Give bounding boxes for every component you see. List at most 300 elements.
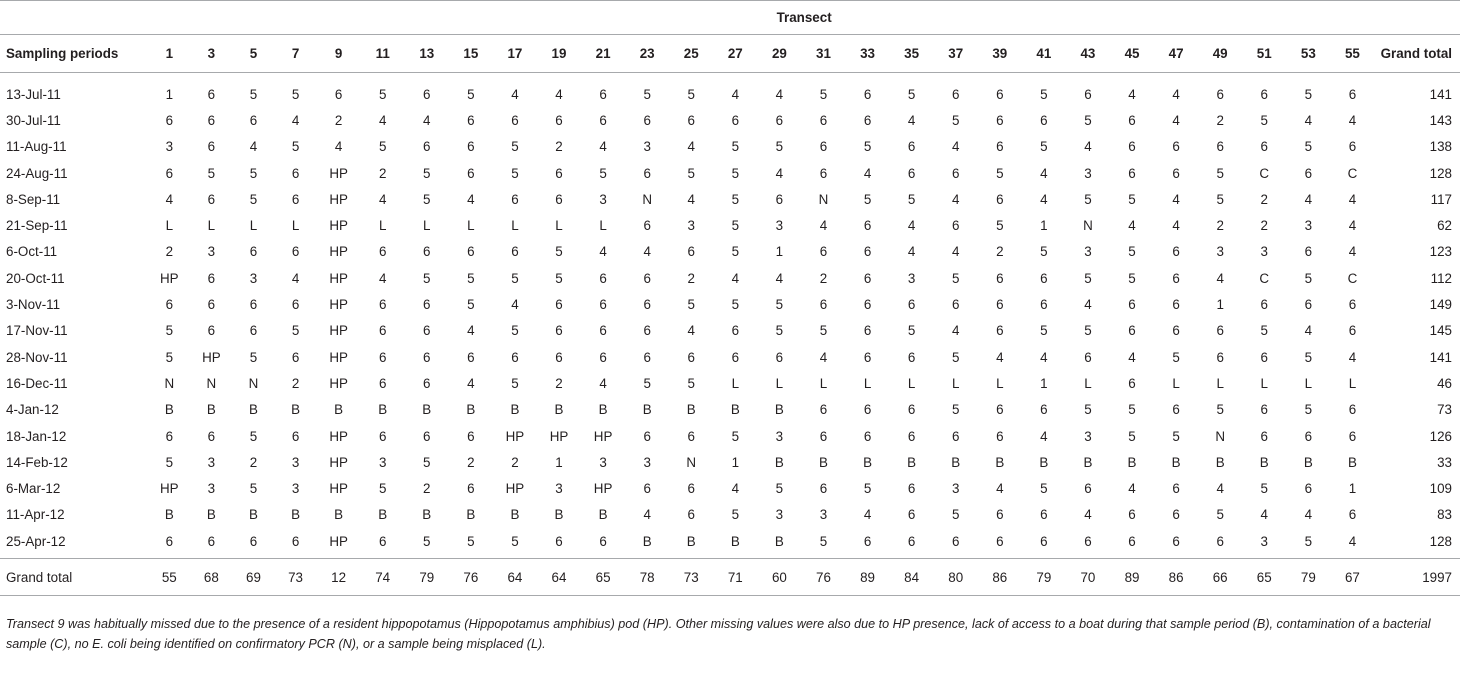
grand-total-cell: 12 [317, 559, 361, 596]
table-cell: 6 [207, 191, 216, 207]
table-cell: 4 [775, 86, 784, 102]
table-cell: B [422, 402, 432, 418]
table-cell: HP [160, 270, 179, 286]
table-cell: 6 [1128, 297, 1136, 313]
table-cell: HP [329, 270, 348, 286]
row-date: 11-Aug-11 [6, 139, 67, 155]
table-cell: HP [329, 244, 348, 260]
grand-total-cell: 1997 [1374, 559, 1460, 596]
table-cell: 6 [423, 428, 431, 444]
table-cell: 6 [996, 112, 1004, 128]
table-cell: 6 [1260, 297, 1268, 313]
table-row [0, 449, 1460, 475]
table-cell: 4 [951, 191, 960, 207]
table-cell: 6 [863, 112, 872, 128]
table-cell: 4 [378, 270, 387, 286]
table-row [0, 475, 1460, 501]
table-cell: 6 [207, 270, 216, 286]
table-cell: 1 [1040, 218, 1048, 234]
table-cell: 6 [599, 349, 607, 365]
row-date: 20-Oct-11 [6, 270, 65, 286]
table-cell: 4 [1128, 481, 1136, 497]
table-cell: L [599, 218, 607, 234]
table-cell: 6 [423, 86, 431, 102]
table-cell: 6 [1172, 507, 1180, 523]
table-cell: 3 [291, 454, 300, 470]
table-cell: 5 [1260, 481, 1268, 497]
header-transect-29: 29 [757, 35, 801, 73]
table-cell: 4 [643, 507, 651, 523]
table-cell: 4 [907, 112, 916, 128]
grand-total-cell: 73 [669, 559, 713, 596]
table-cell: 1 [1040, 375, 1048, 391]
grand-total-cell: 76 [449, 559, 493, 596]
table-cell: 5 [423, 454, 431, 470]
grand-total-cell: 64 [537, 559, 581, 596]
table-cell: 3 [1084, 165, 1092, 181]
table-cell: 4 [1216, 270, 1224, 286]
table-cell: 6 [996, 86, 1004, 102]
table-cell: L [249, 218, 258, 234]
table-cell: 4 [731, 481, 740, 497]
table-cell: 5 [1216, 402, 1224, 418]
table-cell: N [686, 454, 697, 470]
table-cell: 5 [1216, 165, 1224, 181]
table-cell: 6 [378, 297, 387, 313]
table-cell: 6 [599, 270, 607, 286]
table-cell: 2 [511, 454, 519, 470]
table-cell: 5 [951, 402, 960, 418]
table-cell: B [554, 402, 564, 418]
table-cell: 5 [951, 112, 960, 128]
table-cell: 6 [1084, 86, 1092, 102]
table-cell: 6 [1128, 533, 1136, 549]
table-cell: 6 [775, 191, 784, 207]
table-cell: 5 [423, 191, 431, 207]
blank-corner [0, 1, 148, 35]
row-date: 3-Nov-11 [6, 297, 61, 313]
table-cell: 4 [249, 139, 258, 155]
header-transect-17: 17 [493, 35, 537, 73]
table-cell: 5 [687, 86, 695, 102]
table-cell: 4 [996, 349, 1004, 365]
row-total: 33 [1437, 454, 1452, 470]
table-cell: 5 [1304, 86, 1313, 102]
table-cell: 5 [951, 507, 960, 523]
table-cell: 4 [951, 139, 960, 155]
row-date: 13-Jul-11 [6, 86, 61, 102]
table-cell: 5 [249, 349, 258, 365]
table-cell: HP [329, 533, 348, 549]
table-cell: L [1260, 375, 1268, 391]
table-cell: 2 [249, 454, 258, 470]
table-cell: 3 [1084, 428, 1092, 444]
table-row [0, 265, 1460, 291]
table-cell: 6 [907, 533, 916, 549]
table-cell: B [774, 402, 784, 418]
table-cell: B [863, 454, 873, 470]
table-cell: B [1083, 454, 1093, 470]
table-cell: 6 [291, 533, 300, 549]
row-date: 8-Sep-11 [6, 191, 61, 207]
table-cell: 6 [423, 323, 431, 339]
header-transect-39: 39 [978, 35, 1022, 73]
table-cell: 6 [1172, 402, 1180, 418]
table-cell: 5 [467, 86, 475, 102]
row-date: 6-Mar-12 [6, 481, 61, 497]
table-cell: 4 [775, 270, 784, 286]
table-cell: 6 [863, 428, 872, 444]
table-cell: 2 [1216, 112, 1224, 128]
table-cell: 6 [863, 244, 872, 260]
table-cell: 6 [907, 402, 916, 418]
table-cell: 6 [1216, 349, 1224, 365]
row-total: 126 [1429, 428, 1452, 444]
table-cell: 3 [207, 454, 216, 470]
table-cell: 3 [249, 270, 258, 286]
table-cell: 5 [687, 297, 695, 313]
table-cell: 6 [378, 349, 387, 365]
table-cell: 3 [207, 244, 216, 260]
table-cell: 3 [1260, 533, 1268, 549]
table-cell: 6 [731, 323, 740, 339]
table-cell: 4 [599, 244, 607, 260]
table-cell: 5 [165, 454, 174, 470]
table-row [0, 344, 1460, 370]
table-cell: B [164, 402, 174, 418]
table-cell: 4 [1172, 112, 1180, 128]
table-cell: 6 [1172, 297, 1180, 313]
table-cell: 5 [249, 428, 258, 444]
table-cell: 5 [643, 86, 651, 102]
table-cell: B [995, 454, 1005, 470]
grand-total-cell: 67 [1330, 559, 1374, 596]
table-cell: 3 [1216, 244, 1224, 260]
table-cell: 4 [643, 244, 651, 260]
table-cell: 6 [775, 112, 784, 128]
table-cell: B [598, 402, 608, 418]
table-cell: 3 [775, 507, 784, 523]
table-cell: 6 [819, 428, 828, 444]
table-cell: 5 [863, 139, 872, 155]
header-transect-7: 7 [275, 35, 317, 73]
table-cell: 2 [291, 375, 300, 391]
header-transect-53: 53 [1286, 35, 1330, 73]
table-cell: 5 [249, 165, 258, 181]
table-cell: B [554, 507, 564, 523]
table-cell: 6 [1172, 533, 1180, 549]
table-cell: 5 [819, 323, 828, 339]
table-cell: 4 [1040, 191, 1048, 207]
table-cell: 3 [775, 428, 784, 444]
row-total: 109 [1429, 481, 1452, 497]
table-row [0, 81, 1460, 107]
grand-total-cell: 64 [493, 559, 537, 596]
table-cell: 5 [599, 165, 607, 181]
table-cell: 4 [291, 270, 300, 286]
table-cell: 5 [378, 139, 387, 155]
table-cell: 6 [378, 375, 387, 391]
table-cell: 6 [207, 86, 216, 102]
table-cell: L [165, 218, 174, 234]
grand-total-cell: 84 [890, 559, 934, 596]
row-date: 24-Aug-11 [6, 165, 68, 181]
table-cell: 6 [1172, 244, 1180, 260]
table-row [0, 239, 1460, 265]
table-cell: B [291, 507, 300, 523]
header-transect-11: 11 [361, 35, 405, 73]
table-cell: N [1215, 428, 1226, 444]
table-cell: 5 [511, 323, 519, 339]
table-cell: 5 [819, 533, 828, 549]
table-cell: 6 [1260, 428, 1268, 444]
grand-total-cell: 69 [232, 559, 274, 596]
table-cell: L [1216, 375, 1224, 391]
table-cell: 5 [511, 533, 519, 549]
table-cell: 2 [555, 375, 563, 391]
table-cell: 4 [687, 323, 695, 339]
table-cell: 5 [996, 218, 1004, 234]
row-total: 141 [1429, 86, 1452, 102]
table-cell: 6 [951, 218, 960, 234]
header-transect-25: 25 [669, 35, 713, 73]
table-cell: HP [329, 218, 348, 234]
grand-total-cell: 89 [846, 559, 890, 596]
table-cell: 5 [863, 191, 872, 207]
table-cell: 6 [863, 533, 872, 549]
table-cell: 5 [467, 297, 475, 313]
table-cell: 6 [687, 349, 695, 365]
table-cell: 4 [1348, 218, 1357, 234]
table-cell: 4 [1040, 165, 1048, 181]
table-cell: 5 [207, 165, 216, 181]
table-cell: 5 [1084, 402, 1092, 418]
table-cell: 6 [1040, 402, 1048, 418]
grand-total-cell: 71 [713, 559, 757, 596]
row-total: 143 [1429, 112, 1452, 128]
table-cell: 5 [291, 139, 300, 155]
table-cell: 6 [555, 533, 563, 549]
table-cell: 6 [819, 402, 828, 418]
table-cell: B [642, 402, 652, 418]
table-cell: 6 [599, 297, 607, 313]
grand-total-cell: 86 [978, 559, 1022, 596]
table-cell: HP [329, 165, 348, 181]
table-cell: 6 [599, 112, 607, 128]
row-total: 62 [1437, 218, 1452, 234]
table-cell: 6 [996, 428, 1004, 444]
table-cell: 6 [423, 244, 431, 260]
table-cell: 6 [291, 191, 300, 207]
table-cell: 5 [1084, 270, 1092, 286]
table-cell: 6 [951, 297, 960, 313]
table-cell: 6 [1260, 139, 1268, 155]
header-sampling-periods: Sampling periods [0, 35, 148, 73]
table-cell: 4 [1084, 139, 1092, 155]
table-cell: B [291, 402, 300, 418]
header-transect-31: 31 [801, 35, 845, 73]
row-total: 117 [1430, 191, 1452, 207]
table-cell: 4 [599, 139, 607, 155]
table-cell: 6 [249, 323, 258, 339]
grand-total-cell: 65 [1242, 559, 1286, 596]
table-cell: 6 [951, 533, 960, 549]
table-cell: 5 [1128, 270, 1136, 286]
table-cell: 6 [1216, 86, 1224, 102]
table-cell: C [1347, 165, 1358, 181]
table-cell: 4 [1216, 481, 1224, 497]
table-cell: 5 [378, 86, 387, 102]
table-cell: 4 [1348, 533, 1357, 549]
row-total: 149 [1429, 297, 1452, 313]
table-cell: 4 [819, 218, 828, 234]
table-cell: 6 [863, 323, 872, 339]
table-cell: 6 [907, 139, 916, 155]
table-cell: 6 [863, 402, 872, 418]
table-cell: 4 [1172, 86, 1180, 102]
table-cell: 6 [1348, 402, 1357, 418]
table-cell: 6 [1348, 297, 1357, 313]
table-cell: 6 [907, 349, 916, 365]
table-cell: 6 [334, 86, 343, 102]
header-transect-37: 37 [934, 35, 978, 73]
table-cell: 1 [1348, 481, 1357, 497]
table-cell: 6 [511, 112, 519, 128]
table-cell: B [510, 402, 520, 418]
table-cell: L [863, 375, 872, 391]
table-cell: 5 [687, 375, 695, 391]
table-cell: 6 [819, 244, 828, 260]
table-cell: 5 [1172, 428, 1180, 444]
table-cell: 6 [687, 112, 695, 128]
table-cell: 5 [951, 270, 960, 286]
table-cell: 6 [1128, 375, 1136, 391]
table-cell: C [1259, 270, 1270, 286]
table-cell: 4 [1348, 349, 1357, 365]
table-cell: 6 [1304, 297, 1313, 313]
table-cell: 5 [1216, 191, 1224, 207]
table-cell: 3 [291, 481, 300, 497]
table-cell: 6 [1040, 112, 1048, 128]
table-cell: 6 [907, 481, 916, 497]
table-cell: 6 [207, 533, 216, 549]
table-cell: 4 [467, 375, 475, 391]
table-cell: 5 [775, 323, 784, 339]
table-cell: 6 [996, 507, 1004, 523]
table-cell: 6 [1260, 349, 1268, 365]
table-cell: 4 [1348, 244, 1357, 260]
header-transect-5: 5 [232, 35, 274, 73]
header-transect-51: 51 [1242, 35, 1286, 73]
table-cell: B [686, 402, 696, 418]
table-cell: 5 [863, 481, 872, 497]
table-cell: 2 [1216, 218, 1224, 234]
table-cell: 6 [907, 297, 916, 313]
table-cell: 6 [687, 244, 695, 260]
table-cell: 4 [907, 218, 916, 234]
table-cell: 5 [555, 244, 563, 260]
table-cell: 5 [511, 165, 519, 181]
table-cell: L [996, 375, 1004, 391]
table-cell: 4 [1172, 218, 1180, 234]
table-cell: 5 [1040, 139, 1048, 155]
table-cell: 6 [643, 481, 651, 497]
grand-total-cell: 80 [934, 559, 978, 596]
table-cell: L [555, 218, 563, 234]
table-cell: 5 [907, 323, 916, 339]
table-cell: 5 [819, 86, 828, 102]
table-cell: 6 [467, 349, 475, 365]
grand-total-cell: 89 [1110, 559, 1154, 596]
table-cell: 4 [1040, 428, 1048, 444]
table-cell: 6 [643, 297, 651, 313]
table-cell: 3 [599, 191, 607, 207]
table-cell: B [819, 454, 828, 470]
row-total: 138 [1429, 139, 1452, 155]
table-cell: 6 [1260, 402, 1268, 418]
table-cell: 6 [378, 533, 387, 549]
table-cell: 5 [423, 165, 431, 181]
table-cell: 4 [555, 86, 563, 102]
table-cell: 5 [291, 323, 300, 339]
table-cell: 4 [378, 191, 387, 207]
table-cell: 5 [1304, 533, 1313, 549]
table-cell: HP [505, 481, 525, 497]
table-cell: L [775, 375, 784, 391]
table-cell: 6 [291, 165, 300, 181]
table-cell: 6 [1040, 533, 1048, 549]
table-cell: 6 [511, 244, 519, 260]
table-cell: 4 [1128, 86, 1136, 102]
table-cell: 6 [1040, 270, 1048, 286]
table-cell: 6 [1348, 428, 1357, 444]
table-cell: 6 [907, 165, 916, 181]
header-transect-41: 41 [1022, 35, 1066, 73]
table-cell: 6 [555, 323, 563, 339]
table-cell: B [686, 533, 696, 549]
table-cell: B [730, 402, 740, 418]
table-cell: 2 [165, 244, 174, 260]
table-cell: 5 [1304, 402, 1313, 418]
grand-total-cell: 74 [361, 559, 405, 596]
table-cell: 2 [334, 112, 343, 128]
table-cell: 6 [951, 428, 960, 444]
table-cell: 6 [1172, 323, 1180, 339]
table-cell: 5 [907, 86, 916, 102]
header-transect-47: 47 [1154, 35, 1198, 73]
table-cell: L [951, 375, 960, 391]
table-cell: 6 [599, 86, 607, 102]
table-cell: 6 [599, 323, 607, 339]
table-cell: 6 [1260, 86, 1268, 102]
table-cell: 5 [1084, 191, 1092, 207]
table-cell: 4 [511, 86, 519, 102]
header-transect-1: 1 [148, 35, 190, 73]
table-cell: B [598, 507, 608, 523]
table-cell: N [1083, 218, 1093, 234]
table-cell: 6 [1348, 507, 1357, 523]
row-total: 123 [1429, 244, 1452, 260]
table-cell: 5 [511, 375, 519, 391]
table-cell: L [467, 218, 475, 234]
table-cell: 6 [819, 297, 828, 313]
row-date: 25-Apr-12 [6, 533, 66, 549]
header-transect-13: 13 [405, 35, 449, 73]
table-cell: 2 [687, 270, 695, 286]
table-cell: 6 [687, 428, 695, 444]
table-cell: 6 [165, 428, 174, 444]
table-cell: 5 [378, 481, 387, 497]
